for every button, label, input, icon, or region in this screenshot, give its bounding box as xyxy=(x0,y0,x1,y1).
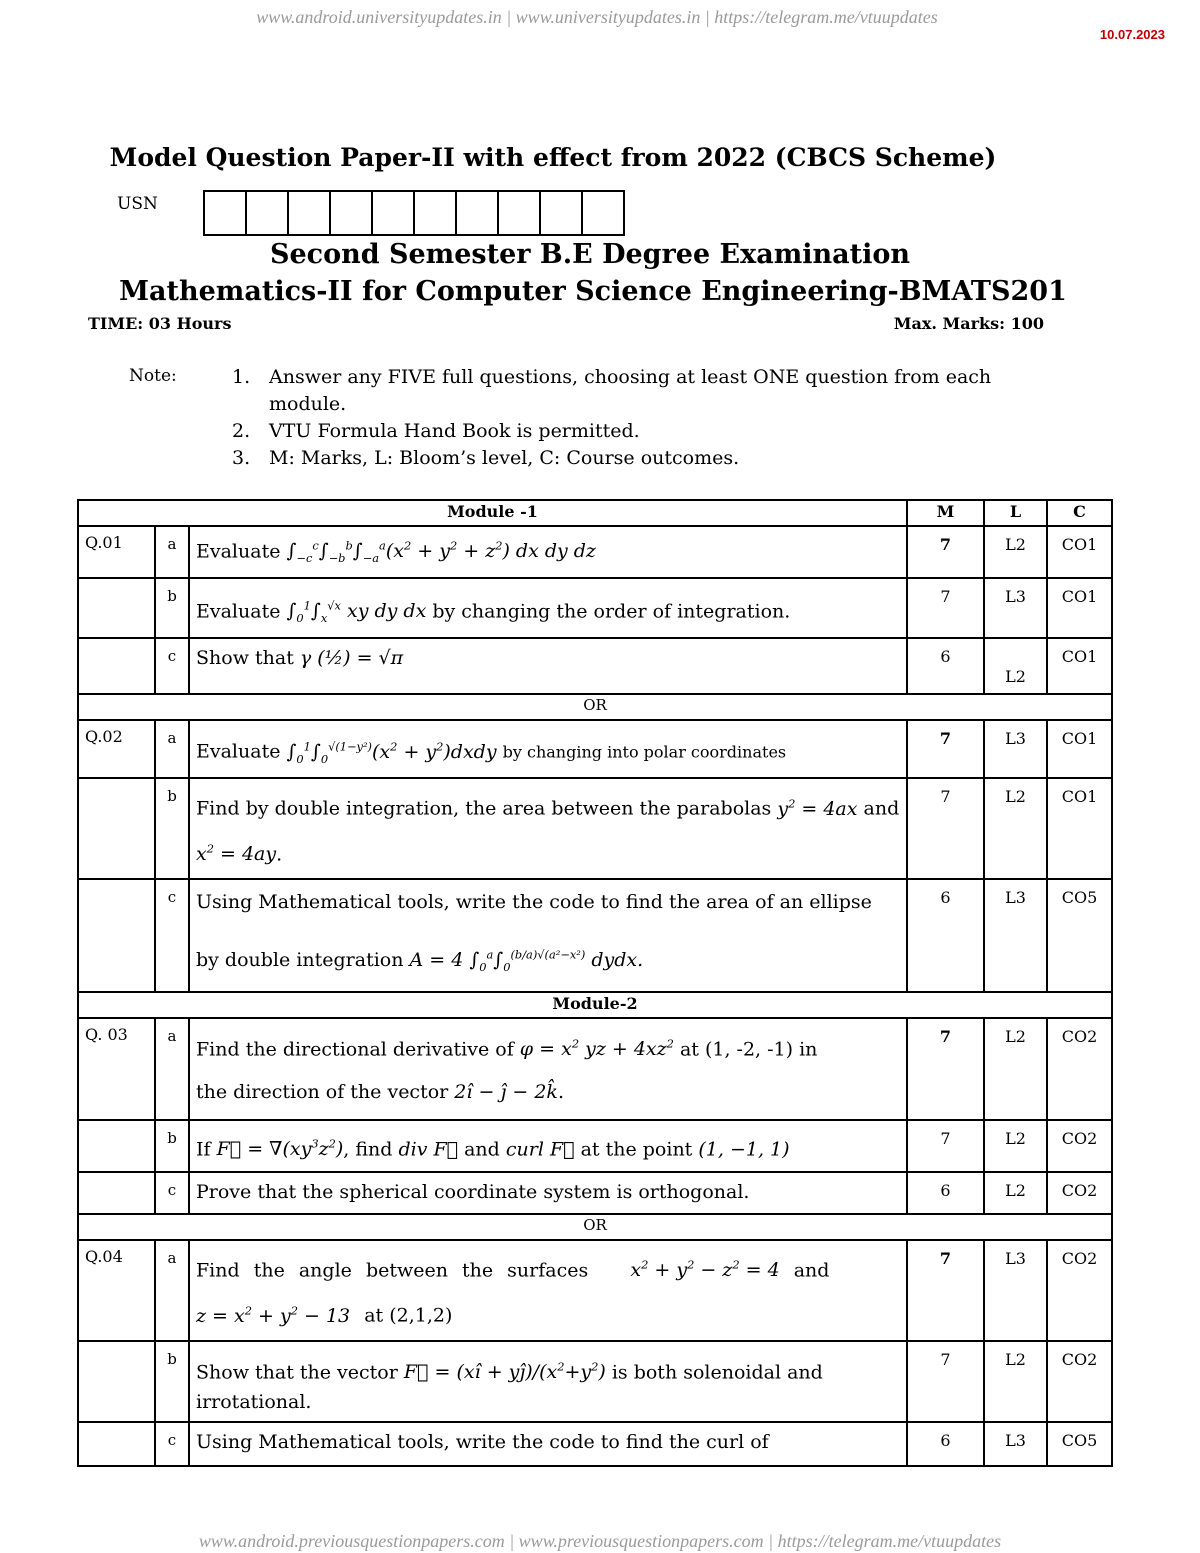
table-row: c Prove that the spherical coordinate system is orthogonal. 6 L2 CO2 xyxy=(78,1172,1112,1214)
question-text: Evaluate $\int_{-c}^c\int_{-b}^b\int_{-a}^a(x^2 + y^2 + z^2)$ dx dy dz xyxy=(189,526,907,578)
exam-title: Second Semester B.E Degree Examination xyxy=(269,239,911,270)
question-text: Prove that the spherical coordinate system is orthogonal. xyxy=(189,1172,907,1214)
usn-box xyxy=(247,192,289,234)
usn-label: USN xyxy=(117,194,158,214)
exam-time: TIME: 03 Hours xyxy=(88,314,232,333)
usn-box xyxy=(373,192,415,234)
table-row: b Find by double integration, the area between the parabolas $y^2 = 4ax$ and $x^2 = 4ay$. 7 L2 CO1 xyxy=(78,778,1112,879)
note-item: 2. VTU Formula Hand Book is permitted. xyxy=(232,420,640,442)
table-row: b Show that the vector F⃗ = (xî + $yĵ)/(x^2+y^2)$ is both solenoidal and irrotational. 7 L2 CO2 xyxy=(78,1341,1112,1422)
question-text: Evaluate $\int_0^1\int_x^{√x}$ xy dy dx by changing the order of integration. xyxy=(189,578,907,638)
table-row: c Using Mathematical tools, write the code to find the area of an ellipse by double integration A = 4 $\int_0^a\int_0^{(b/a)√(a^2-x^2)}$ dydx. 6 L3 CO5 xyxy=(78,879,1112,992)
question-text: Evaluate $\int_0^1\int_0^{√(1-y^2)}(x^2$ + $y^2)dxdy$ by changing into polar coordinates xyxy=(189,720,907,778)
question-text: If F⃗ = $\nabla(xy^3z^2)$, find div F⃗ and curl F⃗ at the point (1, −1, 1) xyxy=(189,1120,907,1172)
note-item: 3. M: Marks, L: Bloom’s level, C: Course outcomes. xyxy=(232,447,740,469)
module-2-header: Module-2 xyxy=(78,992,1112,1018)
col-header-c: C xyxy=(1047,500,1112,526)
question-text: Show that the vector F⃗ = (xî + $yĵ)/(x^2+y^2)$ is both solenoidal and irrotational. xyxy=(189,1341,907,1422)
usn-box xyxy=(415,192,457,234)
note-list xyxy=(232,364,1032,472)
note-label: Note: xyxy=(129,366,177,386)
usn-box xyxy=(205,192,247,234)
usn-boxes xyxy=(203,190,625,236)
or-divider: OR xyxy=(78,694,1112,720)
table-row: Q.02 a Evaluate $\int_0^1\int_0^{√(1-y^2)}(x^2$ + $y^2)dxdy$ by changing into polar coordinates 7 L3 CO1 xyxy=(78,720,1112,778)
question-text: Show that γ (½) = √π xyxy=(189,638,907,694)
question-text: Using Mathematical tools, write the code to find the curl of xyxy=(189,1422,907,1466)
col-header-l: L xyxy=(984,500,1047,526)
usn-box xyxy=(541,192,583,234)
question-text: Find the angle between the surfaces $x^2 + y^2 - z^2 = 4$ and $z = x^2 + y^2 - 13$ at (2,1,2) xyxy=(189,1240,907,1341)
date-stamp: 10.07.2023 xyxy=(1099,27,1165,42)
table-row: Q. 03 a Find the directional derivative of $\varphi = x^2$ yz + $4xz^2$ at (1, -2, -1) in the direction of the vector 2î − ĵ − 2k̂. 7 L2 CO2 xyxy=(78,1018,1112,1120)
table-row: Q.01 a Evaluate $\int_{-c}^c\int_{-b}^b\int_{-a}^a(x^2 + y^2 + z^2)$ dx dy dz 7 L2 CO1 xyxy=(78,526,1112,578)
table-row: c Show that γ (½) = √π 6 L2 CO1 xyxy=(78,638,1112,694)
note-item: 1. Answer any FIVE full questions, choosing at least ONE question from each module. xyxy=(232,366,992,415)
col-header-m: M xyxy=(907,500,984,526)
max-marks: Max. Marks: 100 xyxy=(893,314,1044,333)
usn-box xyxy=(457,192,499,234)
module-1-header: Module -1 xyxy=(78,500,907,526)
question-text: Find by double integration, the area between the parabolas $y^2 = 4ax$ and $x^2 = 4ay$. xyxy=(189,778,907,879)
question-text: Find the directional derivative of $\varphi = x^2$ yz + $4xz^2$ at (1, -2, -1) in the direction of the vector 2î − ĵ − 2k̂. xyxy=(189,1018,907,1120)
or-divider: OR xyxy=(78,1214,1112,1240)
table-row: Q.04 a Find the angle between the surfaces $x^2 + y^2 - z^2 = 4$ and $z = x^2 + y^2 - 13$ at (2,1,2) 7 L3 CO2 xyxy=(78,1240,1112,1341)
paper-title: Model Question Paper-II with effect from 2022 (CBCS Scheme) xyxy=(109,143,997,172)
watermark-bottom: www.android.previousquestionpapers.com | www.previousquestionpapers.com | https://telegram.me/vtuupdates xyxy=(198,1531,1002,1551)
table-row: b Evaluate $\int_0^1\int_x^{√x}$ xy dy dx by changing the order of integration. 7 L3 CO1 xyxy=(78,578,1112,638)
usn-box xyxy=(331,192,373,234)
usn-box xyxy=(499,192,541,234)
table-row: b If F⃗ = $\nabla(xy^3z^2)$, find div F⃗ and curl F⃗ at the point (1, −1, 1) 7 L2 CO2 xyxy=(78,1120,1112,1172)
usn-box xyxy=(583,192,623,234)
question-table xyxy=(77,499,1113,1467)
usn-box xyxy=(289,192,331,234)
subject-title: Mathematics-II for Computer Science Engineering-BMATS201 xyxy=(119,276,1067,307)
watermark-top: www.android.universityupdates.in | www.universityupdates.in | https://telegram.me/vtuupdates xyxy=(256,7,938,27)
table-row: c Using Mathematical tools, write the code to find the curl of 6 L3 CO5 xyxy=(78,1422,1112,1466)
question-text: Using Mathematical tools, write the code to find the area of an ellipse by double integration A = 4 $\int_0^a\int_0^{(b/a)√(a^2-x^2)}$ dydx. xyxy=(189,879,907,992)
